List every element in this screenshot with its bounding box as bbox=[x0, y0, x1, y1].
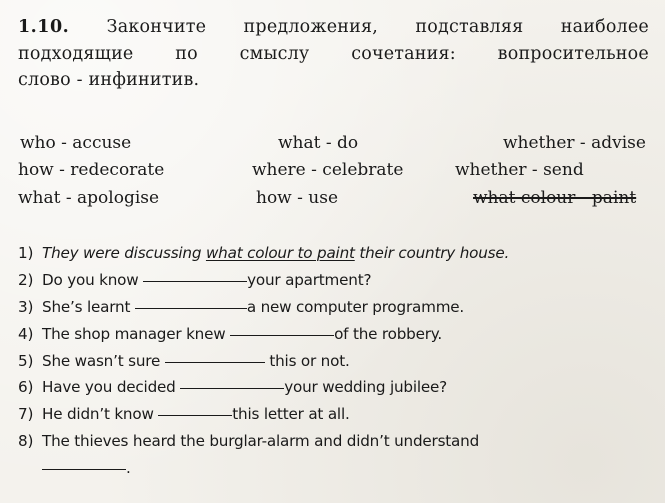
answer-blank[interactable] bbox=[165, 362, 265, 363]
item-number: 7) bbox=[18, 405, 34, 424]
instruction-word: предложения, bbox=[243, 17, 378, 37]
exercise-items bbox=[10, 242, 655, 479]
instruction-word: смыслу bbox=[239, 43, 310, 64]
item-continuation bbox=[18, 457, 655, 480]
word-bank-row bbox=[18, 185, 649, 213]
answer-blank[interactable] bbox=[143, 281, 247, 282]
word-bank bbox=[10, 130, 655, 213]
item-text-before: The shop manager knew bbox=[42, 324, 231, 343]
item-text-after: this letter at all. bbox=[232, 405, 350, 424]
word-bank-option: where - celebrate bbox=[252, 160, 404, 181]
item-text bbox=[42, 269, 371, 292]
instruction-line-3: слово - инфинитив. bbox=[18, 70, 200, 91]
item-text-before: He didn’t know bbox=[42, 405, 159, 424]
instruction-line-1 bbox=[18, 14, 649, 41]
item-text-after: of the robbery. bbox=[334, 324, 443, 343]
item-number: 2) bbox=[18, 271, 34, 290]
item-text bbox=[42, 376, 447, 399]
item-number: 3) bbox=[18, 297, 34, 316]
item-text bbox=[42, 350, 350, 373]
list-item bbox=[18, 323, 655, 346]
word-bank-option: how - use bbox=[256, 187, 339, 208]
item-text-before: They were discussing bbox=[42, 244, 206, 263]
word-bank-option: whether - send bbox=[455, 160, 584, 181]
instruction-line-2 bbox=[18, 41, 649, 68]
instruction-word: вопросительное bbox=[497, 43, 649, 64]
item-text bbox=[42, 403, 350, 426]
answer-blank[interactable] bbox=[180, 388, 284, 389]
instruction-word: Закончите bbox=[106, 17, 207, 37]
item-number: 6) bbox=[18, 378, 34, 397]
item-text bbox=[42, 323, 442, 346]
task-instruction bbox=[10, 14, 655, 94]
word-bank-row bbox=[18, 130, 649, 158]
answer-blank[interactable] bbox=[230, 335, 334, 336]
item-text-before: Have you decided bbox=[42, 378, 181, 397]
list-item bbox=[18, 376, 655, 399]
item-text bbox=[42, 242, 509, 265]
item-number: 1) bbox=[18, 244, 34, 263]
list-item bbox=[18, 430, 655, 453]
word-bank-option-struck: what colour - paint bbox=[473, 187, 637, 208]
instruction-word: подставляя bbox=[415, 17, 524, 37]
word-bank-option: who - accuse bbox=[20, 132, 132, 153]
item-text: The thieves heard the burglar-alarm and didn’t understand bbox=[42, 431, 480, 450]
word-bank-option: whether - advise bbox=[503, 132, 646, 153]
item-text-after: . bbox=[126, 458, 131, 477]
item-text-after: a new computer programme. bbox=[246, 297, 465, 316]
item-number: 5) bbox=[18, 351, 34, 370]
list-item bbox=[18, 242, 655, 265]
item-text-after: this or not. bbox=[264, 351, 350, 370]
answer-blank[interactable] bbox=[42, 469, 126, 470]
item-answer: what colour to paint bbox=[205, 244, 355, 263]
word-bank-option: what - do bbox=[278, 132, 359, 153]
item-number: 8) bbox=[18, 431, 34, 450]
list-item bbox=[18, 403, 655, 426]
instruction-word: по bbox=[175, 43, 198, 64]
instruction-word: сочетания: bbox=[351, 43, 456, 64]
item-text-before: She wasn’t sure bbox=[42, 351, 165, 370]
list-item bbox=[18, 269, 655, 292]
task-number: 1.10. bbox=[18, 17, 70, 37]
word-bank-option: how - redecorate bbox=[18, 160, 165, 181]
item-text-before: She’s learnt bbox=[42, 297, 135, 316]
instruction-word: наиболее bbox=[560, 17, 649, 37]
item-text-after: your wedding jubilee? bbox=[284, 378, 448, 397]
answer-blank[interactable] bbox=[158, 415, 232, 416]
list-item bbox=[18, 296, 655, 319]
answer-blank[interactable] bbox=[135, 308, 247, 309]
list-item bbox=[18, 350, 655, 373]
item-text-before: Do you know bbox=[42, 271, 144, 290]
word-bank-option: what - apologise bbox=[18, 187, 160, 208]
instruction-word: подходящие bbox=[18, 43, 134, 64]
item-text bbox=[42, 296, 464, 319]
item-text-after: their country house. bbox=[354, 244, 510, 263]
item-number: 4) bbox=[18, 324, 34, 343]
item-text-after: your apartment? bbox=[247, 271, 372, 290]
word-bank-row bbox=[18, 157, 649, 185]
